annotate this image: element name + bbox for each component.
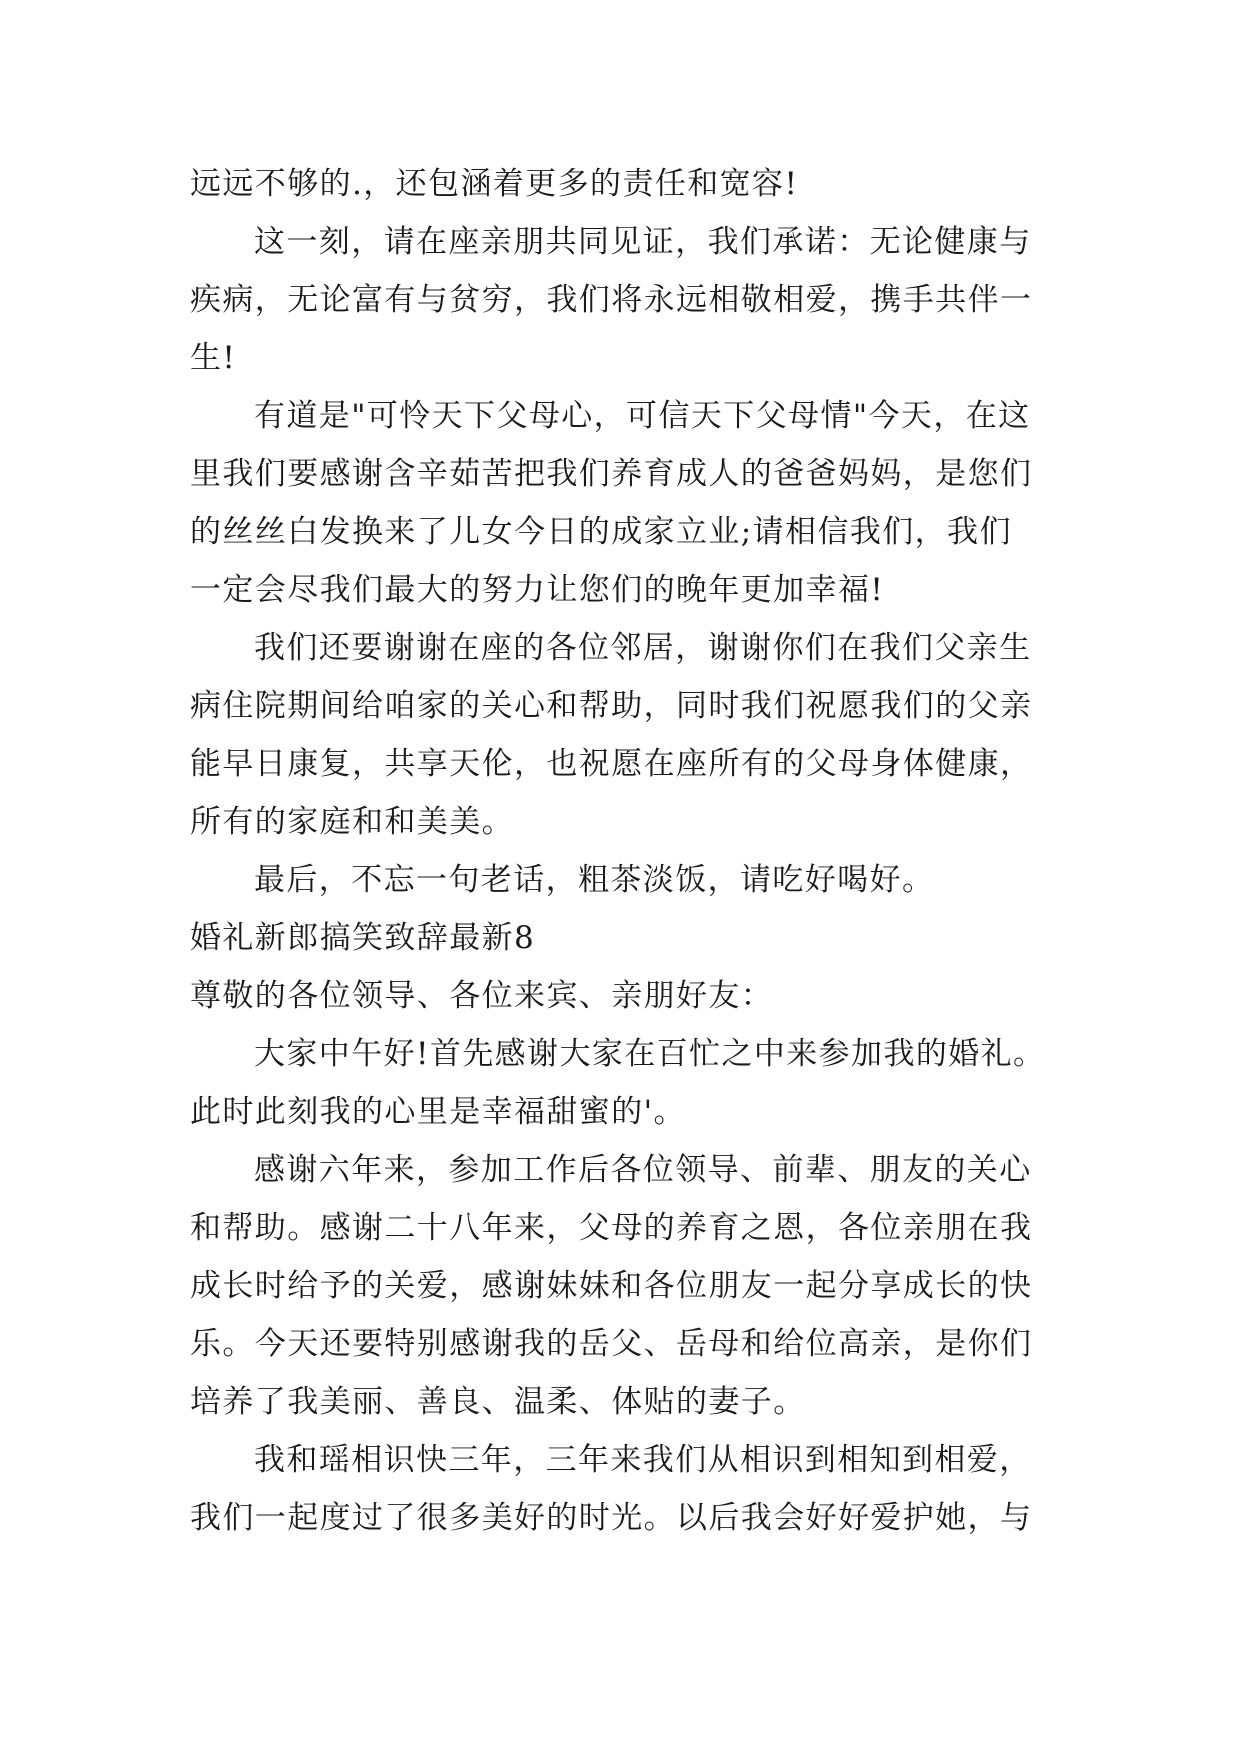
text-line: 婚礼新郎搞笑致辞最新8 xyxy=(190,920,536,956)
text-line: 我们一起度过了很多美好的时光。以后我会好好爱护她，与 xyxy=(190,1500,1033,1536)
text-line: 远远不够的.，还包涵着更多的责任和宽容! xyxy=(190,166,799,202)
text-line: 一定会尽我们最大的努力让您们的晚年更加幸福! xyxy=(190,572,885,608)
text-line: 培养了我美丽、善良、温柔、体贴的妻子。 xyxy=(190,1384,806,1420)
text-line: 和帮助。感谢二十八年来，父母的养育之恩，各位亲朋在我 xyxy=(190,1210,1033,1246)
text-line: 生! xyxy=(190,340,237,376)
text-line: 里我们要感谢含辛茹苦把我们养育成人的爸爸妈妈，是您们 xyxy=(190,456,1033,492)
text-line: 有道是"可怜天下父母心，可信天下父母情"今天，在这 xyxy=(254,398,1031,434)
text-line: 能早日康复，共享天伦，也祝愿在座所有的父母身体健康， xyxy=(190,746,1033,782)
text-line: 疾病，无论富有与贫穷，我们将永远相敬相爱，携手共伴一 xyxy=(190,282,1033,318)
text-line: 尊敬的各位领导、各位来宾、亲朋好友： xyxy=(190,978,774,1014)
text-line: 成长时给予的关爱，感谢妹妹和各位朋友一起分享成长的快 xyxy=(190,1268,1033,1304)
text-line: 乐。今天还要特别感谢我的岳父、岳母和给位高亲，是你们 xyxy=(190,1326,1033,1362)
text-line: 此时此刻我的心里是幸福甜蜜的'。 xyxy=(190,1094,686,1130)
document-body xyxy=(190,155,1060,1547)
text-line: 所有的家庭和和美美。 xyxy=(190,804,514,840)
text-line: 感谢六年来，参加工作后各位领导、前辈、朋友的关心 xyxy=(254,1152,1032,1188)
text-line: 这一刻，请在座亲朋共同见证，我们承诺：无论健康与 xyxy=(254,224,1032,260)
text-line: 我和瑶相识快三年，三年来我们从相识到相知到相爱， xyxy=(254,1442,1032,1478)
text-line: 病住院期间给咱家的关心和帮助，同时我们祝愿我们的父亲 xyxy=(190,688,1033,724)
text-line: 我们还要谢谢在座的各位邻居，谢谢你们在我们父亲生 xyxy=(254,630,1032,666)
text-line: 的丝丝白发换来了儿女今日的成家立业;请相信我们，我们 xyxy=(190,514,1012,550)
text-line: 最后，不忘一句老话，粗茶淡饭，请吃好喝好。 xyxy=(254,862,935,898)
text-line: 大家中午好!首先感谢大家在百忙之中来参加我的婚礼。 xyxy=(254,1036,1046,1072)
